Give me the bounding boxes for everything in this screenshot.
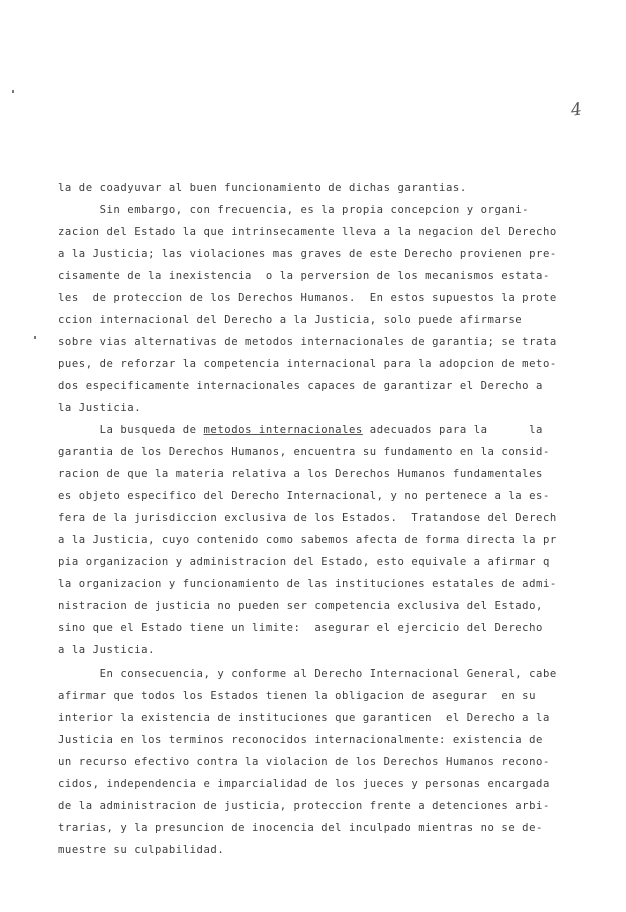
text-line: muestre su culpabilidad. — [58, 844, 225, 856]
text-line: trarias, y la presuncion de inocencia del inculpado mientras no se de- — [58, 822, 543, 834]
text-line: cisamente de la inexistencia o la perversion de los mecanismos estata- — [58, 270, 550, 282]
text-line: zacion del Estado la que intrinsecamente lleva a la negacion del Derecho — [58, 226, 557, 238]
margin-speck — [12, 90, 14, 93]
scan-top-band — [0, 0, 626, 78]
text-line: sino que el Estado tiene un limite: asegurar el ejercicio del Derecho — [58, 622, 543, 634]
text-line: Justicia en los terminos reconocidos internacionalmente: existencia de — [58, 734, 543, 746]
text-line: a la Justicia; las violaciones mas graves de este Derecho provienen pre- — [58, 248, 557, 260]
text-line: a la Justicia, cuyo contenido como sabemos afecta de forma directa la pr — [58, 534, 557, 546]
text-line: afirmar que todos los Estados tienen la obligacion de asegurar en su — [58, 690, 537, 702]
text-line: Sin embargo, con frecuencia, es la propia concepcion y organi- — [58, 204, 530, 216]
text-line: un recurso efectivo contra la violacion de los Derechos Humanos recono- — [58, 756, 550, 768]
page-number: 4 — [569, 99, 584, 121]
text-line: la de coadyuvar al buen funcionamiento de dichas garantias. — [58, 182, 467, 194]
text-line — [58, 422, 543, 438]
text-line: fera de la jurisdiccion exclusiva de los Estados. Tratandose del Derech — [58, 512, 557, 524]
text-line: la Justicia. — [58, 402, 142, 414]
text-line: En consecuencia, y conforme al Derecho Internacional General, cabe — [58, 668, 557, 680]
margin-speck — [34, 336, 36, 339]
text-line: nistracion de justicia no pueden ser competencia exclusiva del Estado, — [58, 600, 543, 612]
text-line: racion de que la materia relativa a los Derechos Humanos fundamentales — [58, 468, 543, 480]
text-line: ccion internacional del Derecho a la Justicia, solo puede afirmarse — [58, 314, 523, 326]
text-line: pia organizacion y administracion del Estado, esto equivale a afirmar q — [58, 556, 550, 568]
text-line: pues, de reforzar la competencia internacional para la adopcion de meto- — [58, 358, 557, 370]
underlined-phrase: metodos internacionales — [203, 424, 363, 436]
text-line: les de proteccion de los Derechos Humanos. En estos supuestos la prote — [58, 292, 557, 304]
text-line: de la administracion de justicia, proteccion frente a detenciones arbi- — [58, 800, 550, 812]
text-line: es objeto especifico del Derecho Internacional, y no pertenece a la es- — [58, 490, 550, 502]
text-line: interior la existencia de instituciones que garanticen el Derecho a la — [58, 712, 550, 724]
text-line: dos especificamente internacionales capaces de garantizar el Derecho a — [58, 380, 543, 392]
text-line: sobre vias alternativas de metodos internacionales de garantia; se trata — [58, 336, 557, 348]
text-line: la organizacion y funcionamiento de las instituciones estatales de admi- — [58, 578, 557, 590]
text-line: a la Justicia. — [58, 644, 155, 656]
text-line: garantia de los Derechos Humanos, encuentra su fundamento en la consid- — [58, 446, 550, 458]
text-segment: adecuados para la la — [362, 424, 543, 436]
text-line: cidos, independencia e imparcialidad de los jueces y personas encargada — [58, 778, 550, 790]
text-segment: La busqueda de — [58, 424, 204, 436]
